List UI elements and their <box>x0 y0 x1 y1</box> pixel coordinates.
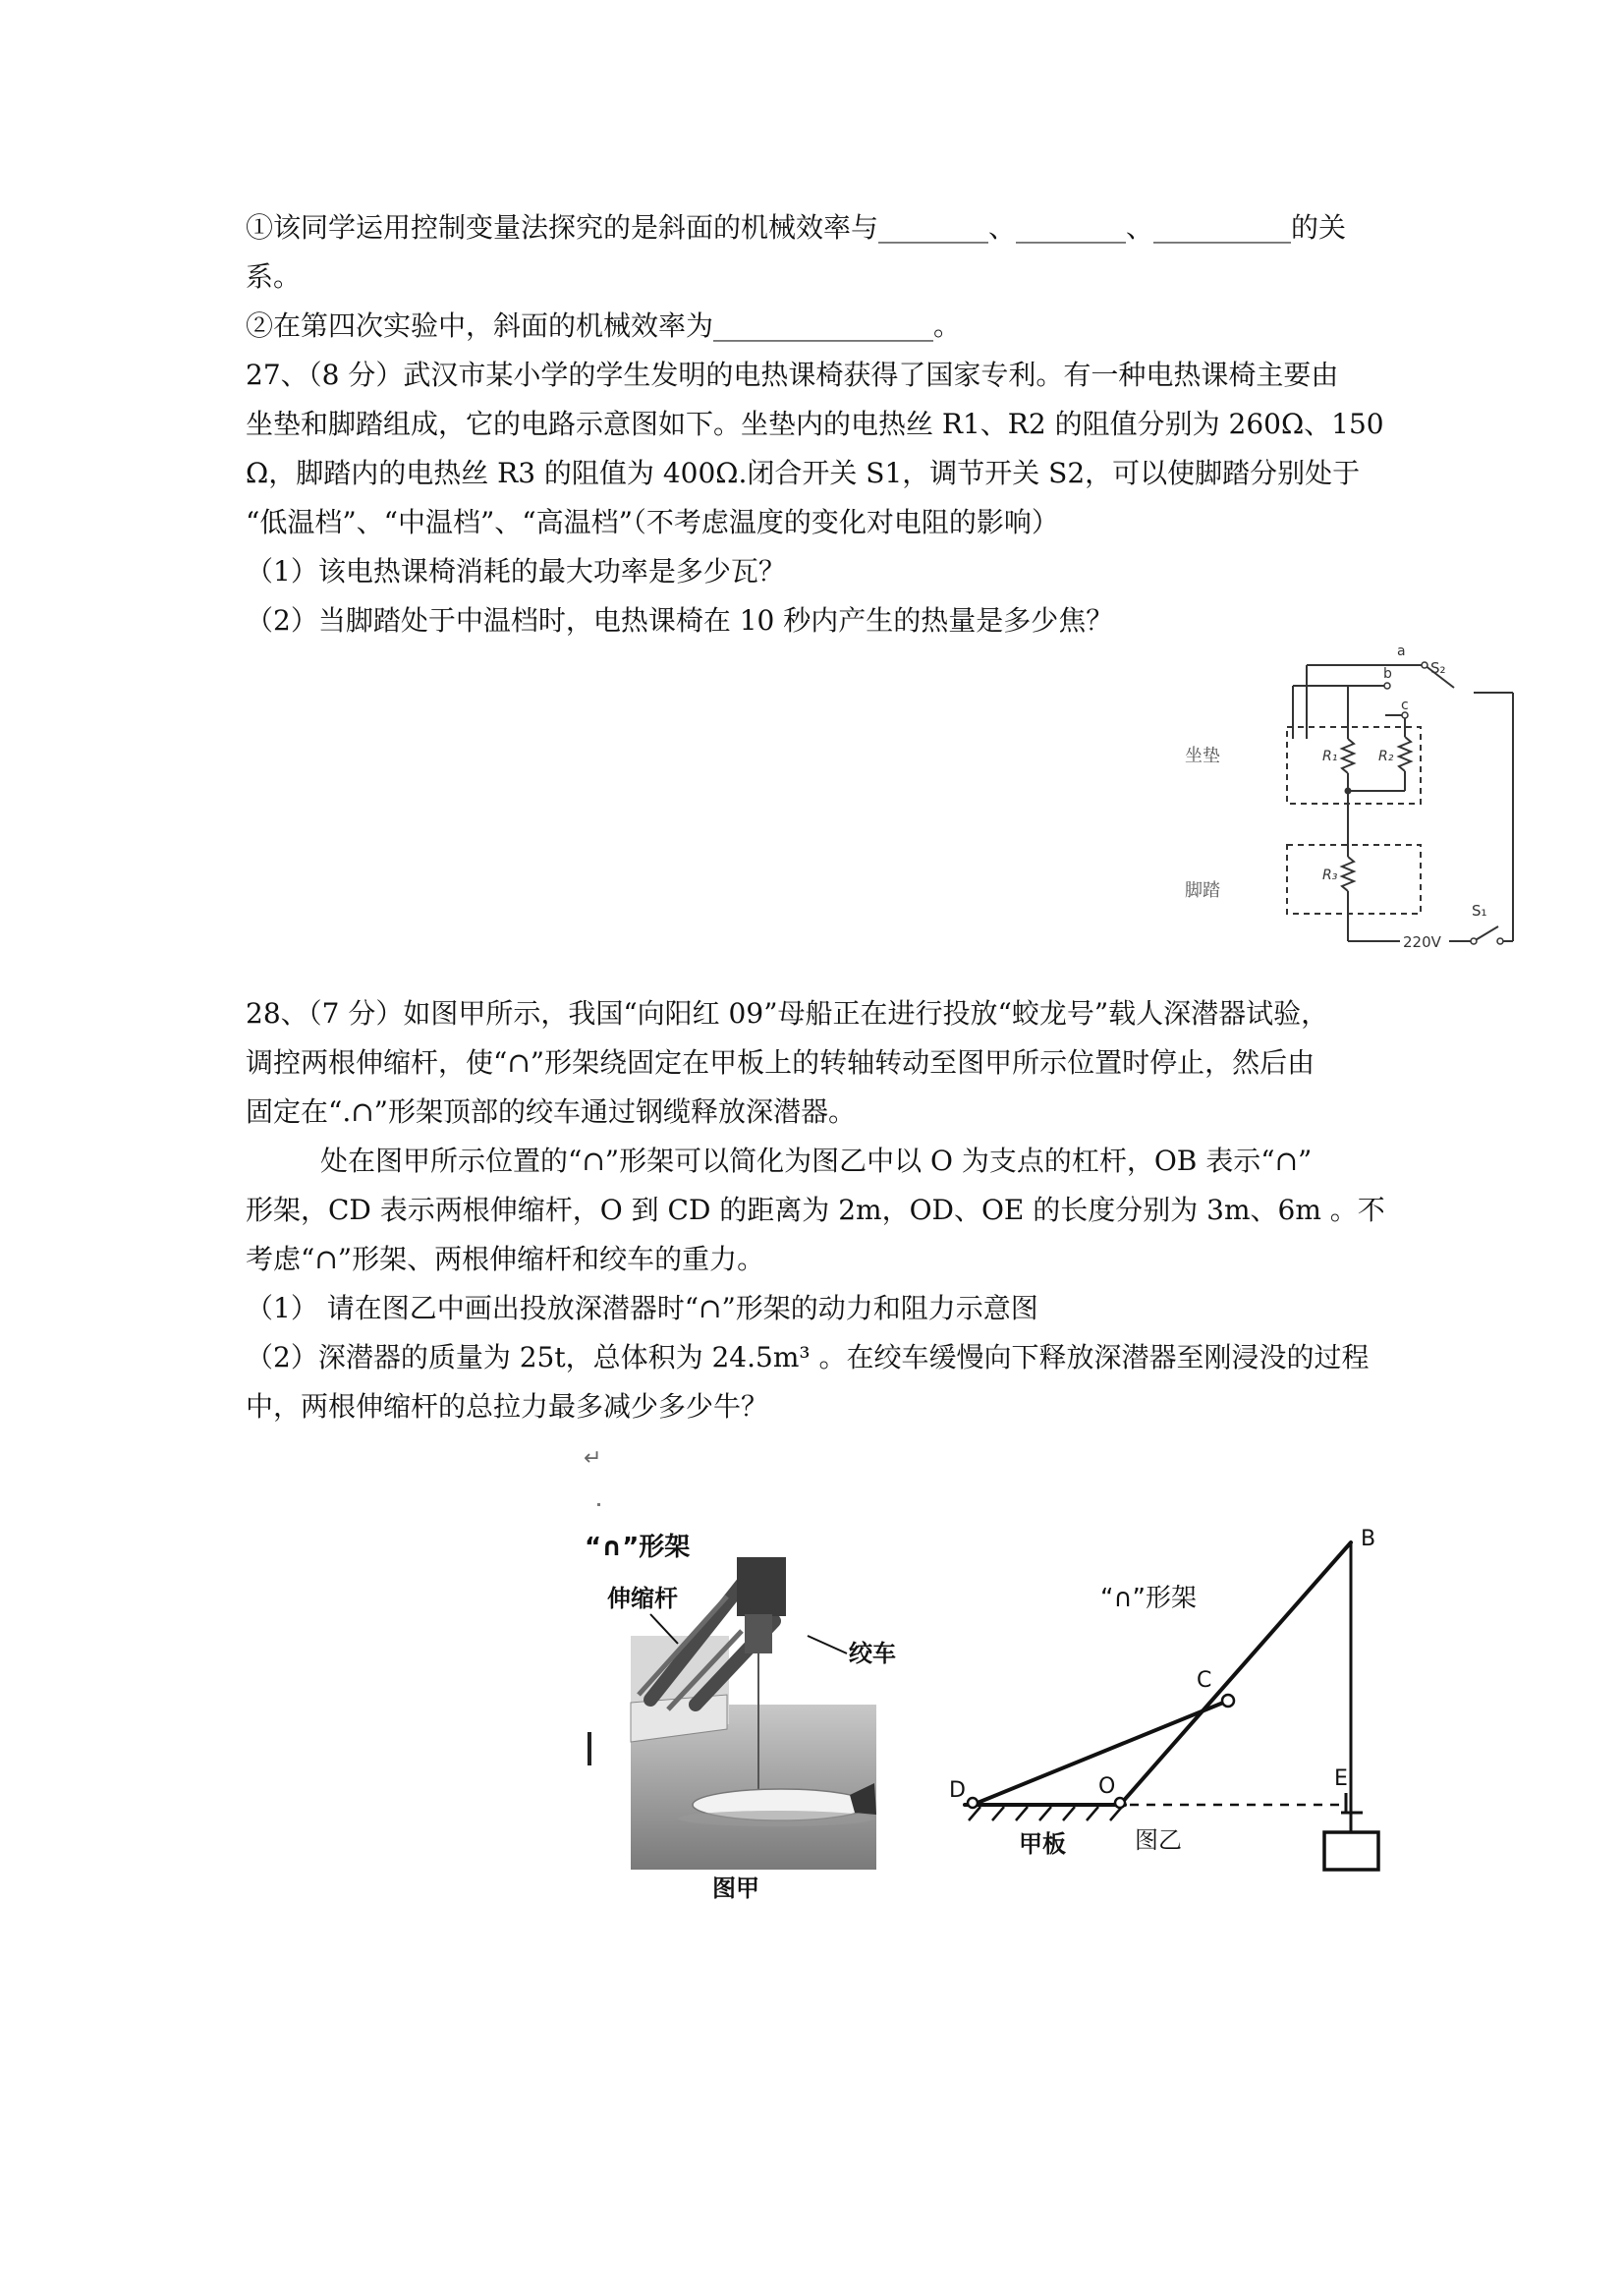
q27-line-4: “低温档”、“中温档”、“高温档”（不考虑温度的变化对电阻的影响） <box>246 506 1059 538</box>
circuit-label-s2: S₂ <box>1430 659 1446 677</box>
q28-line-5: 形架，CD 表示两根伸缩杆，O 到 CD 的距离为 2m，OD、OE 的长度分别为 3m、6m 。不 <box>246 1194 1385 1226</box>
q27-line-3: Ω，脚踏内的电热丝 R3 的阻值为 400Ω.闭合开关 S1，调节开关 S2，可以使脚踏分别处于 <box>246 457 1361 489</box>
circuit-diagram <box>1179 639 1533 963</box>
diagram-label-c: C <box>1197 1668 1212 1693</box>
photo-figure <box>580 1528 943 1901</box>
diagram-label-b: B <box>1361 1527 1376 1551</box>
stray-dot <box>597 1503 600 1506</box>
photo-label-winch: 绞车 <box>849 1640 896 1667</box>
diagram-label-d: D <box>949 1778 966 1803</box>
q28-line-1: 28、（7 分）如图甲所示，我国“向阳红 09”母船正在进行投放“蛟龙号”载人深潜器试验， <box>246 997 1329 1030</box>
q28-sub-2: （2）深潜器的质量为 25t，总体积为 24.5m³ 。在绞车缓慢向下释放深潜器至刚浸没的过程 <box>246 1341 1370 1373</box>
arm-ob <box>1120 1542 1351 1805</box>
diagram-label-frame: “∩”形架 <box>1100 1584 1197 1613</box>
return-mark: ↵ <box>584 1446 602 1471</box>
q28-line-3: 固定在“.∩”形架顶部的绞车通过钢缆释放深潜器。 <box>246 1095 856 1128</box>
diagram-label-o: O <box>1098 1774 1116 1799</box>
q28-line-6: 考虑“∩”形架、两根伸缩杆和绞车的重力。 <box>246 1243 765 1275</box>
circuit-label-r1: R₁ <box>1322 749 1338 764</box>
diagram-caption: 图乙 <box>1135 1826 1182 1854</box>
circuit-label-b: b <box>1383 666 1392 682</box>
circuit-label-r2: R₂ <box>1378 749 1394 764</box>
margin-mark <box>588 1732 591 1765</box>
q28-sub-1: （1） 请在图乙中画出投放深潜器时“∩”形架的动力和阻力示意图 <box>246 1292 1038 1324</box>
q27-line-2: 坐垫和脚踏组成，它的电路示意图如下。坐垫内的电热丝 R1、R2 的阻值分别为 260Ω、150 <box>246 408 1384 440</box>
circuit-label-seat: 坐垫 <box>1185 746 1220 766</box>
circuit-label-a: a <box>1397 644 1406 659</box>
q26-line-2: 系。 <box>246 260 302 293</box>
photo-label-rod: 伸缩杆 <box>607 1585 678 1612</box>
q28-line-2: 调控两根伸缩杆，使“∩”形架绕固定在甲板上的转轴转动至图甲所示位置时停止，然后由 <box>246 1046 1315 1079</box>
circuit-label-r3: R₃ <box>1322 868 1338 883</box>
q27-line-1: 27、（8 分）武汉市某小学的学生发明的电热课椅获得了国家专利。有一种电热课椅主要由 <box>246 359 1339 391</box>
q27-sub-2: （2）当脚踏处于中温档时，电热课椅在 10 秒内产生的热量是多少焦？ <box>246 604 1114 637</box>
q26-line-1: ①该同学运用控制变量法探究的是斜面的机械效率与________、________、__________的关 <box>246 211 1347 244</box>
diagram-label-deck: 甲板 <box>1019 1830 1066 1858</box>
q28-line-4: 处在图甲所示位置的“∩”形架可以简化为图乙中以 O 为支点的杠杆，OB 表示“∩” <box>320 1145 1313 1177</box>
circuit-label-s1: S₁ <box>1472 902 1487 920</box>
photo-label-frame: “∩”形架 <box>585 1533 691 1562</box>
diagram-label-e: E <box>1334 1766 1348 1791</box>
q26-line-3: ②在第四次实验中，斜面的机械效率为________________。 <box>246 309 962 342</box>
circuit-label-pedal: 脚踏 <box>1185 880 1220 901</box>
circuit-label-voltage: 220V <box>1403 933 1441 951</box>
lever-diagram <box>923 1518 1434 1911</box>
winch-block <box>737 1557 786 1616</box>
load-box <box>1324 1832 1378 1870</box>
q27-sub-1: （1）该电热课椅消耗的最大功率是多少瓦？ <box>246 555 786 588</box>
photo-caption: 图甲 <box>712 1875 759 1901</box>
q28-sub-3: 中，两根伸缩杆的总拉力最多减少多少牛？ <box>246 1390 769 1423</box>
circuit-label-c: c <box>1401 698 1409 713</box>
